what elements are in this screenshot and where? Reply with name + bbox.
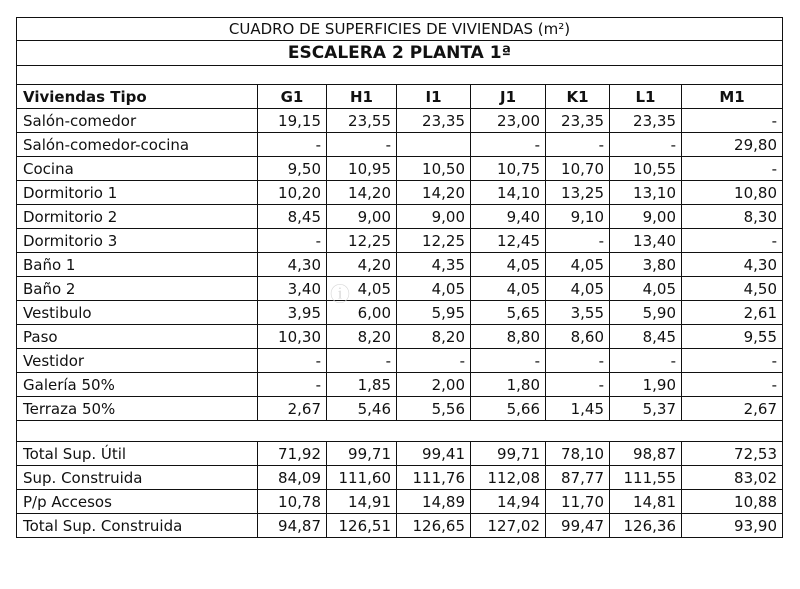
table-cell: 9,00 xyxy=(327,205,397,229)
table-cell: 72,53 xyxy=(682,442,783,466)
table-cell: 2,67 xyxy=(258,397,327,421)
table-cell: 9,55 xyxy=(682,325,783,349)
row-label: Dormitorio 1 xyxy=(17,181,258,205)
table-row xyxy=(17,325,783,349)
table-cell: 9,00 xyxy=(610,205,682,229)
table-cell: 23,35 xyxy=(546,109,610,133)
table-subtitle: ESCALERA 2 PLANTA 1ª xyxy=(17,41,783,66)
table-cell: - xyxy=(682,157,783,181)
header-col-g1: G1 xyxy=(258,85,327,109)
row-label: Total Sup. Útil xyxy=(17,442,258,466)
row-label: Paso xyxy=(17,325,258,349)
table-cell: 4,20 xyxy=(327,253,397,277)
table-cell: - xyxy=(471,133,546,157)
table-cell: 19,15 xyxy=(258,109,327,133)
table-cell: 14,20 xyxy=(327,181,397,205)
table-cell: 14,89 xyxy=(397,490,471,514)
table-cell: 10,50 xyxy=(397,157,471,181)
table-cell: 1,80 xyxy=(471,373,546,397)
header-row xyxy=(17,85,783,109)
table-cell: 9,50 xyxy=(258,157,327,181)
table-cell: 4,05 xyxy=(546,253,610,277)
table-cell: 12,25 xyxy=(327,229,397,253)
row-label: Sup. Construida xyxy=(17,466,258,490)
table-cell: 126,65 xyxy=(397,514,471,538)
table-cell: - xyxy=(610,133,682,157)
table-cell: - xyxy=(327,349,397,373)
table-cell: 3,40 xyxy=(258,277,327,301)
table-cell: 14,10 xyxy=(471,181,546,205)
table-cell: 98,87 xyxy=(610,442,682,466)
table-cell: 10,80 xyxy=(682,181,783,205)
table-row xyxy=(17,349,783,373)
table-cell: 4,05 xyxy=(610,277,682,301)
table-cell: - xyxy=(546,373,610,397)
table-cell: 23,35 xyxy=(610,109,682,133)
table-cell: - xyxy=(682,229,783,253)
table-title: CUADRO DE SUPERFICIES DE VIVIENDAS (m²) xyxy=(17,18,783,41)
row-label: Dormitorio 3 xyxy=(17,229,258,253)
table-cell: 1,90 xyxy=(610,373,682,397)
row-label: Baño 1 xyxy=(17,253,258,277)
table-cell: - xyxy=(397,349,471,373)
table-cell: 4,30 xyxy=(682,253,783,277)
table-cell: 14,94 xyxy=(471,490,546,514)
table-row xyxy=(17,442,783,466)
table-cell: - xyxy=(546,133,610,157)
row-label: Vestibulo xyxy=(17,301,258,325)
row-label: Baño 2 xyxy=(17,277,258,301)
table-cell: 10,78 xyxy=(258,490,327,514)
table-cell: 10,30 xyxy=(258,325,327,349)
table-cell: 8,45 xyxy=(258,205,327,229)
table-cell: - xyxy=(682,373,783,397)
table-cell: 9,10 xyxy=(546,205,610,229)
spacer-row xyxy=(17,66,783,85)
table-cell: 12,25 xyxy=(397,229,471,253)
table-row xyxy=(17,229,783,253)
table-row xyxy=(17,181,783,205)
table-cell: 11,70 xyxy=(546,490,610,514)
table-cell: - xyxy=(546,229,610,253)
table-cell: 9,00 xyxy=(397,205,471,229)
table-cell: 112,08 xyxy=(471,466,546,490)
table-cell: 78,10 xyxy=(546,442,610,466)
table-cell: - xyxy=(258,373,327,397)
table-cell: 4,05 xyxy=(327,277,397,301)
table-cell: - xyxy=(682,109,783,133)
table-cell: 126,36 xyxy=(610,514,682,538)
table-cell: 10,95 xyxy=(327,157,397,181)
header-col-l1: L1 xyxy=(610,85,682,109)
table-cell xyxy=(397,133,471,157)
table-cell: 13,40 xyxy=(610,229,682,253)
table-cell: - xyxy=(682,349,783,373)
table-cell: 14,81 xyxy=(610,490,682,514)
table-cell: 3,55 xyxy=(546,301,610,325)
table-cell: 2,00 xyxy=(397,373,471,397)
row-label: Salón-comedor xyxy=(17,109,258,133)
table-cell: - xyxy=(471,349,546,373)
table-cell: 4,05 xyxy=(471,253,546,277)
surface-table xyxy=(16,17,783,538)
table-cell: - xyxy=(258,133,327,157)
table-cell: 4,05 xyxy=(546,277,610,301)
table-cell: - xyxy=(327,133,397,157)
table-cell: 10,75 xyxy=(471,157,546,181)
table-cell: 3,95 xyxy=(258,301,327,325)
table-cell: 8,20 xyxy=(327,325,397,349)
surface-table-sheet xyxy=(16,17,782,538)
table-row xyxy=(17,253,783,277)
row-label: Dormitorio 2 xyxy=(17,205,258,229)
table-cell: 99,71 xyxy=(471,442,546,466)
table-cell: 99,47 xyxy=(546,514,610,538)
table-row xyxy=(17,205,783,229)
table-cell: - xyxy=(546,349,610,373)
table-cell: 126,51 xyxy=(327,514,397,538)
table-row xyxy=(17,514,783,538)
row-label: P/p Accesos xyxy=(17,490,258,514)
table-cell: 10,20 xyxy=(258,181,327,205)
header-col-i1: I1 xyxy=(397,85,471,109)
header-col-j1: J1 xyxy=(471,85,546,109)
row-label: Terraza 50% xyxy=(17,397,258,421)
row-label: Salón-comedor-cocina xyxy=(17,133,258,157)
table-cell: 13,10 xyxy=(610,181,682,205)
table-cell: 29,80 xyxy=(682,133,783,157)
watermark: ⓘ xyxy=(330,282,350,306)
table-cell: 23,35 xyxy=(397,109,471,133)
table-cell: 1,45 xyxy=(546,397,610,421)
table-cell: 5,95 xyxy=(397,301,471,325)
table-row xyxy=(17,490,783,514)
table-cell: 5,46 xyxy=(327,397,397,421)
table-cell: 87,77 xyxy=(546,466,610,490)
table-cell: 5,66 xyxy=(471,397,546,421)
table-cell: 5,56 xyxy=(397,397,471,421)
table-cell: 4,05 xyxy=(397,277,471,301)
header-col-m1: M1 xyxy=(682,85,783,109)
table-cell: 14,91 xyxy=(327,490,397,514)
row-label: Cocina xyxy=(17,157,258,181)
table-cell: 9,40 xyxy=(471,205,546,229)
table-cell: 5,37 xyxy=(610,397,682,421)
table-cell: - xyxy=(258,349,327,373)
table-cell: 99,41 xyxy=(397,442,471,466)
table-cell: 8,80 xyxy=(471,325,546,349)
row-label: Galería 50% xyxy=(17,373,258,397)
table-cell: 4,35 xyxy=(397,253,471,277)
table-cell: 4,50 xyxy=(682,277,783,301)
table-cell: 23,55 xyxy=(327,109,397,133)
table-cell: 4,05 xyxy=(471,277,546,301)
table-row xyxy=(17,466,783,490)
table-cell: 99,71 xyxy=(327,442,397,466)
table-cell: 1,85 xyxy=(327,373,397,397)
row-label: Total Sup. Construida xyxy=(17,514,258,538)
header-label: Viviendas Tipo xyxy=(17,85,258,109)
table-cell: 10,70 xyxy=(546,157,610,181)
table-cell: 94,87 xyxy=(258,514,327,538)
table-cell: 10,55 xyxy=(610,157,682,181)
table-cell: 5,65 xyxy=(471,301,546,325)
table-row xyxy=(17,109,783,133)
table-cell: - xyxy=(258,229,327,253)
table-cell: 111,60 xyxy=(327,466,397,490)
table-row xyxy=(17,157,783,181)
table-cell: 8,45 xyxy=(610,325,682,349)
table-cell: 6,00 xyxy=(327,301,397,325)
table-cell: 14,20 xyxy=(397,181,471,205)
table-cell: 3,80 xyxy=(610,253,682,277)
table-row xyxy=(17,133,783,157)
row-label: Vestidor xyxy=(17,349,258,373)
spacer-row xyxy=(17,421,783,442)
table-cell: 83,02 xyxy=(682,466,783,490)
header-col-k1: K1 xyxy=(546,85,610,109)
table-cell: 23,00 xyxy=(471,109,546,133)
table-cell: 8,60 xyxy=(546,325,610,349)
table-cell: 13,25 xyxy=(546,181,610,205)
table-cell: 71,92 xyxy=(258,442,327,466)
table-row xyxy=(17,301,783,325)
table-cell: 12,45 xyxy=(471,229,546,253)
table-cell: 5,90 xyxy=(610,301,682,325)
table-cell: 4,30 xyxy=(258,253,327,277)
table-cell: 2,61 xyxy=(682,301,783,325)
table-cell: 111,55 xyxy=(610,466,682,490)
table-row xyxy=(17,397,783,421)
table-row xyxy=(17,277,783,301)
table-cell: 8,20 xyxy=(397,325,471,349)
table-cell: 2,67 xyxy=(682,397,783,421)
table-cell: 10,88 xyxy=(682,490,783,514)
table-cell: - xyxy=(610,349,682,373)
table-cell: 8,30 xyxy=(682,205,783,229)
table-row xyxy=(17,373,783,397)
header-col-h1: H1 xyxy=(327,85,397,109)
table-cell: 127,02 xyxy=(471,514,546,538)
table-cell: 84,09 xyxy=(258,466,327,490)
table-cell: 93,90 xyxy=(682,514,783,538)
table-cell: 111,76 xyxy=(397,466,471,490)
